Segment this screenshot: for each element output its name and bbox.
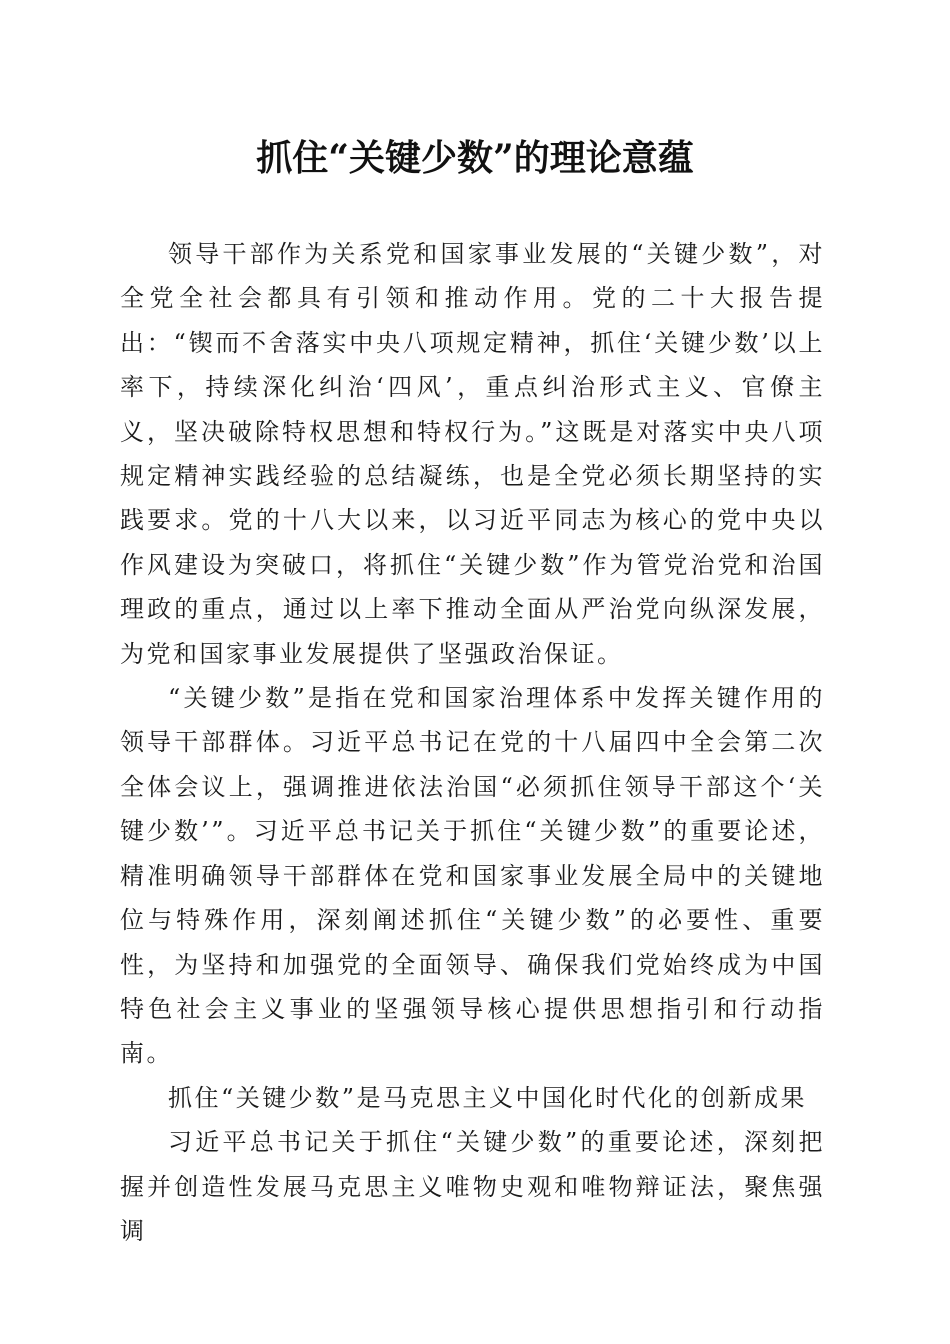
document-title: 抓住“关键少数”的理论意蕴 (256, 137, 694, 179)
paragraph-definition: “关键少数”是指在党和国家治理体系中发挥关键作用的领导干部群体。习近平总书记在党的十八届四中全会第二次全体会议上，强调推进依法治国“必须抓住领导干部这个‘关键少数’”。习近平总书记关于抓住“关键少数”的重要论述，精准明确领导干部群体在党和国家事业发展全局中的关键地位与特殊作用，深刻阐述抓住“关键少数”的必要性、重要性，为坚持和加强党的全面领导、确保我们党始终成为中国特色社会主义事业的坚强领导核心提供思想指引和行动指南。 (120, 684, 825, 1068)
section-heading: 抓住“关键少数”是马克思主义中国化时代化的创新成果 (168, 1083, 808, 1112)
paragraph-section-start: 习近平总书记关于抓住“关键少数”的重要论述，深刻把握并创造性发展马克思主义唯物史观和唯物辩证法，聚焦强调 (120, 1128, 825, 1245)
paragraph-intro: 领导干部作为关系党和国家事业发展的“关键少数”，对全党全社会都具有引领和推动作用。党的二十大报告提出：“锲而不舍落实中央八项规定精神，抓住‘关键少数’以上率下，持续深化纠治‘四风’，重点纠治形式主义、官僚主义，坚决破除特权思想和特权行为。”这既是对落实中央八项规定精神实践经验的总结凝练，也是全党必须长期坚持的实践要求。党的十八大以来，以习近平同志为核心的党中央以作风建设为突破口，将抓住“关键少数”作为管党治党和治国理政的重点，通过以上率下推动全面从严治党向纵深发展，为党和国家事业发展提供了坚强政治保证。 (120, 240, 825, 668)
document-body (120, 232, 825, 1253)
